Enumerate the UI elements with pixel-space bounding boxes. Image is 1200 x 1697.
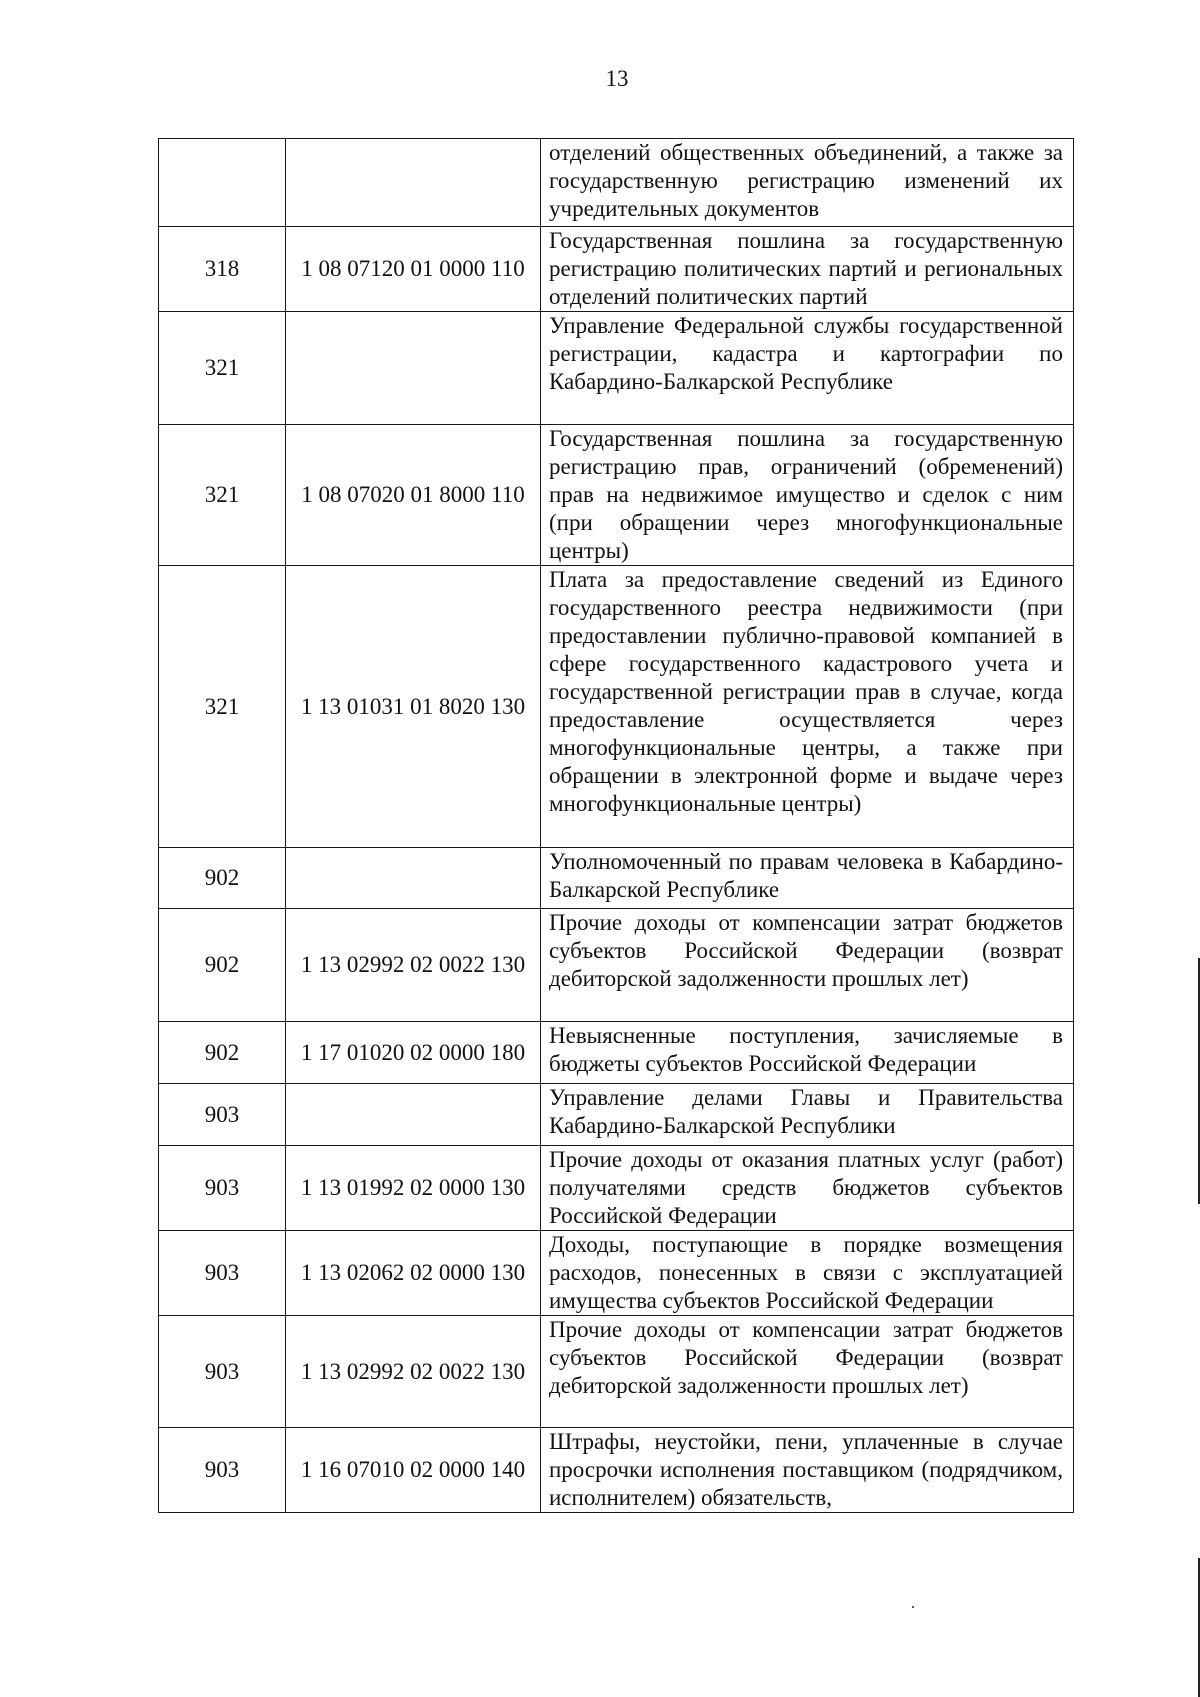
- revenue-name-text: отделений общественных объединений, а также за государственную регистрацию изменений их учредительных документов: [549, 140, 1063, 221]
- revenue-name-text: Прочие доходы от оказания платных услуг (работ) получателями средств бюджетов субъектов Российской Федерации: [549, 1147, 1063, 1228]
- budget-code-cell: 1 13 02992 02 0022 130: [286, 909, 541, 1022]
- revenue-name-text: Невыясненные поступления, зачисляемые в бюджеты субъектов Российской Федерации: [549, 1023, 1063, 1076]
- revenue-name-cell: [541, 1084, 1074, 1146]
- page-number: 13: [605, 66, 629, 91]
- budget-code-cell: 1 13 02992 02 0022 130: [286, 1316, 541, 1428]
- table-row: [159, 425, 1074, 566]
- table-row: [159, 227, 1074, 312]
- revenue-name-cell: [541, 909, 1074, 1022]
- revenue-name-cell: [541, 1428, 1074, 1513]
- budget-code-cell: [286, 139, 541, 227]
- budget-code-cell: [286, 312, 541, 425]
- budget-code-cell: 1 16 07010 02 0000 140: [286, 1428, 541, 1513]
- revenue-name-cell: [541, 848, 1074, 909]
- admin-code-cell: 903: [159, 1084, 286, 1146]
- admin-code-cell: 902: [159, 1022, 286, 1084]
- table-row: [159, 1316, 1074, 1428]
- table-row: [159, 139, 1074, 227]
- table-row: [159, 1146, 1074, 1231]
- revenue-codes-table: [158, 138, 1074, 1513]
- revenue-name-text: Управление делами Главы и Правительства Кабардино-Балкарской Республики: [549, 1085, 1063, 1138]
- admin-code-cell: 903: [159, 1316, 286, 1428]
- admin-code-cell: [159, 139, 286, 227]
- admin-code-cell: 318: [159, 227, 286, 312]
- budget-code-cell: 1 13 01031 01 8020 130: [286, 566, 541, 848]
- revenue-name-cell: [541, 1231, 1074, 1316]
- admin-code-cell: 321: [159, 566, 286, 848]
- revenue-name-cell: [541, 1146, 1074, 1231]
- admin-code-cell: 903: [159, 1231, 286, 1316]
- admin-code-cell: 902: [159, 909, 286, 1022]
- revenue-name-cell: [541, 1316, 1074, 1428]
- budget-code-cell: 1 13 01992 02 0000 130: [286, 1146, 541, 1231]
- budget-code-cell: [286, 848, 541, 909]
- table-row: [159, 848, 1074, 909]
- revenue-name-cell: [541, 425, 1074, 566]
- admin-code-cell: 321: [159, 425, 286, 566]
- revenue-name-text: Прочие доходы от компенсации затрат бюджетов субъектов Российской Федерации (возврат дебиторской задолженности прошлых лет): [549, 1317, 1063, 1398]
- table-row: [159, 1428, 1074, 1513]
- revenue-name-text: Штрафы, неустойки, пени, уплаченные в случае просрочки исполнения поставщиком (подрядчиком, исполнителем) обязательств,: [549, 1429, 1063, 1510]
- revenue-name-cell: [541, 1022, 1074, 1084]
- table-row: [159, 312, 1074, 425]
- revenue-name-text: Государственная пошлина за государственную регистрацию политических партий и региональных отделений политических партий: [549, 228, 1063, 309]
- revenue-name-text: Плата за предоставление сведений из Единого государственного реестра недвижимости (при предоставлении публично-правовой компанией в сфере государственного кадастрового учета и государственной регистрации прав в случае, когда предоставление осуществляется через многофункциональные центры, а также при обращении в электронной форме и выдаче через многофункциональные центры): [549, 567, 1063, 816]
- table-row: [159, 1022, 1074, 1084]
- budget-code-cell: 1 08 07120 01 0000 110: [286, 227, 541, 312]
- admin-code-cell: 903: [159, 1428, 286, 1513]
- admin-code-cell: 321: [159, 312, 286, 425]
- budget-code-cell: 1 08 07020 01 8000 110: [286, 425, 541, 566]
- revenue-name-cell: [541, 139, 1074, 227]
- revenue-name-text: Доходы, поступающие в порядке возмещения расходов, понесенных в связи с эксплуатацией имущества субъектов Российской Федерации: [549, 1232, 1063, 1313]
- table-row: [159, 1231, 1074, 1316]
- budget-code-cell: 1 13 02062 02 0000 130: [286, 1231, 541, 1316]
- budget-code-cell: [286, 1084, 541, 1146]
- table-row: [159, 909, 1074, 1022]
- revenue-name-text: Государственная пошлина за государственную регистрацию прав, ограничений (обременений) прав на недвижимое имущество и сделок с ним (при обращении через многофункциональные центры): [549, 426, 1063, 563]
- revenue-name-text: Прочие доходы от компенсации затрат бюджетов субъектов Российской Федерации (возврат дебиторской задолженности прошлых лет): [549, 910, 1063, 991]
- table-row: [159, 1084, 1074, 1146]
- admin-code-cell: 902: [159, 848, 286, 909]
- revenue-name-text: Уполномоченный по правам человека в Кабардино-Балкарской Республике: [549, 849, 1063, 902]
- revenue-name-text: Управление Федеральной службы государственной регистрации, кадастра и картографии по Кабардино-Балкарской Республике: [549, 313, 1063, 394]
- budget-code-cell: 1 17 01020 02 0000 180: [286, 1022, 541, 1084]
- admin-code-cell: 903: [159, 1146, 286, 1231]
- table-row: [159, 566, 1074, 848]
- scan-speck: [912, 1606, 914, 1608]
- revenue-name-cell: [541, 312, 1074, 425]
- revenue-name-cell: [541, 227, 1074, 312]
- revenue-name-cell: [541, 566, 1074, 848]
